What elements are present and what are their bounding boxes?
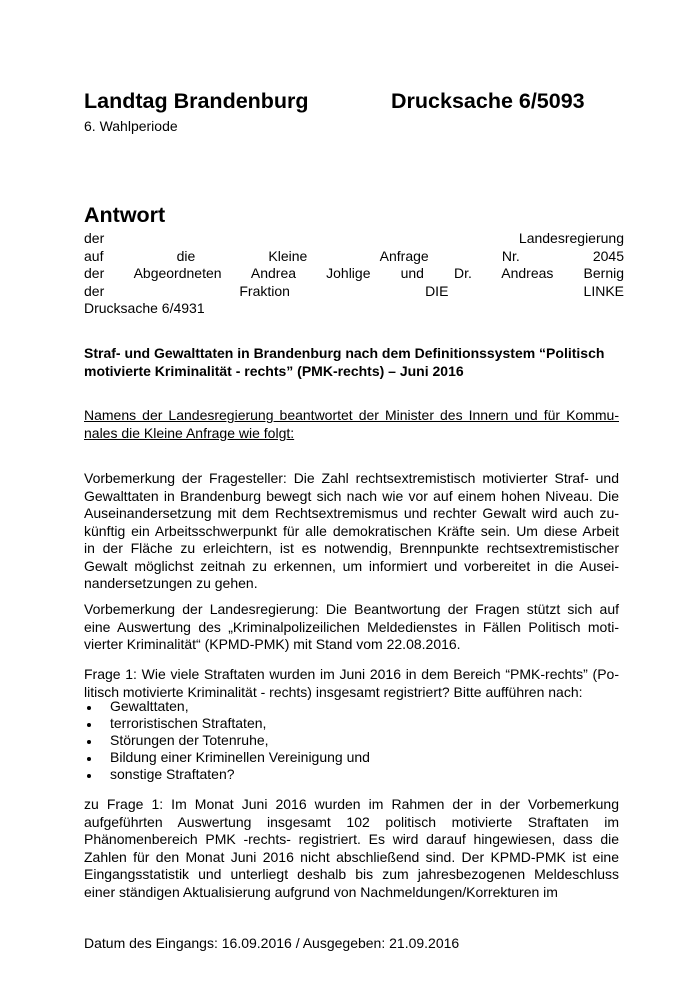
- answer-1: [84, 796, 619, 901]
- paragraph-line: Gewalttaten in Brandenburg bewegt sich nach wie vor auf einem hohen Niveau. Die: [84, 487, 619, 504]
- vorbemerkung-fragesteller: [84, 470, 619, 593]
- paragraph-line: Auseinandersetzung mit dem Rechtsextremismus und rechter Gewalt wird auch zu-: [84, 505, 619, 521]
- question-line: Frage 1: Wie viele Straftaten wurden im Juni 2016 in dem Bereich “PMK-rechts” (Po-: [84, 666, 619, 682]
- paragraph-line: Eingangsstatistik und unterliegt deshalb bis zum jahresbezogenen Meldeschluss: [84, 866, 619, 882]
- question-1: [84, 666, 619, 701]
- paragraph-line: künftig ein Arbeitsschwerpunkt für alle demokratischen Kräfte sein. Um diese Arbeit: [84, 522, 619, 539]
- bullet-text: Gewalttaten,: [110, 698, 189, 714]
- bullet-icon: [87, 740, 91, 744]
- paragraph-line: zu Frage 1: Im Monat Juni 2016 wurden im Rahmen der in der Vorbemerkung: [84, 796, 619, 812]
- bullet-icon: [87, 774, 91, 778]
- subject-line: Straf- und Gewalttaten in Brandenburg nach dem Definitionssystem “Politisch: [84, 345, 605, 361]
- bullet-text: Störungen der Totenruhe,: [110, 732, 269, 748]
- answer-line: der Fraktion DIE LINKE: [84, 282, 624, 299]
- paragraph-line: Gewalt möglichst zeitnah zu erkennen, um informiert und vorbereitet in die Ausei-: [84, 557, 619, 574]
- header-left-title: Landtag Brandenburg: [84, 89, 309, 113]
- bullet-item: [84, 698, 619, 715]
- subject-line: motivierte Kriminalität - rechts” (PMK-rechts) – Juni 2016: [84, 363, 464, 379]
- paragraph-line: nandersetzungen zu gehen.: [84, 575, 258, 591]
- header-wahlperiode: 6. Wahlperiode: [84, 118, 178, 134]
- bullet-icon: [87, 757, 91, 761]
- bullet-item: [84, 766, 619, 783]
- paragraph-line: Vorbemerkung der Fragesteller: Die Zahl rechtsextremistisch motivierter Straf- und: [84, 470, 619, 486]
- bullet-icon: [87, 706, 91, 710]
- question-1-bullet-list: [84, 698, 619, 783]
- bullet-text: sonstige Straftaten?: [110, 766, 235, 782]
- paragraph-line: Phänomenbereich PMK -rechts- registriert. Es wird darauf hingewiesen, dass die: [84, 831, 619, 847]
- bullet-item: [84, 715, 619, 732]
- subject-title: [84, 344, 624, 380]
- bullet-text: terroristischen Straftaten,: [110, 715, 267, 731]
- intro-statement: [84, 407, 619, 442]
- paragraph-line: einer ständigen Aktualisierung aufgrund von Nachmeldungen/Korrekturen im: [84, 883, 558, 900]
- answer-heading: Antwort: [84, 203, 166, 227]
- paragraph-line: aufgeführten Auswertung insgesamt 102 politisch motivierte Straftaten im: [84, 813, 619, 830]
- bullet-text: Bildung einer Kriminellen Vereinigung und: [110, 749, 370, 765]
- answer-line: Drucksache 6/4931: [84, 300, 205, 316]
- header-drucksache-number: Drucksache 6/5093: [391, 89, 585, 113]
- answer-line: der Abgeordneten Andrea Johlige und Dr. Andreas Bernig: [84, 265, 624, 281]
- answer-line: auf die Kleine Anfrage Nr. 2045: [84, 247, 624, 264]
- answer-addressee-block: [84, 230, 624, 318]
- intro-line: nales die Kleine Anfrage wie folgt:: [84, 424, 295, 441]
- paragraph-line: vierter Kriminalität“ (KPMD-PMK) mit Stand vom 22.08.2016.: [84, 636, 461, 652]
- paragraph-line: Vorbemerkung der Landesregierung: Die Beantwortung der Fragen stützt sich auf: [84, 601, 619, 617]
- paragraph-line: in der Fläche zu erleichtern, ist es notwendig, Brennpunkte rechtsextremistischer: [84, 540, 619, 556]
- answer-line: der Landesregierung: [84, 230, 624, 246]
- bullet-item: [84, 732, 619, 749]
- paragraph-line: Zahlen für den Monat Juni 2016 nicht abschließend sind. Der KPMD-PMK ist eine: [84, 848, 619, 865]
- bullet-icon: [87, 723, 91, 727]
- intro-line: Namens der Landesregierung beantwortet der Minister des Innern und für Kommu-: [84, 407, 619, 423]
- footer-dates: Datum des Eingangs: 16.09.2016 / Ausgegeben: 21.09.2016: [84, 935, 460, 951]
- vorbemerkung-landesregierung: [84, 601, 619, 654]
- paragraph-line: eine Auswertung des „Kriminalpolizeilichen Meldedienstes in Fällen Politisch moti-: [84, 618, 619, 635]
- bullet-item: [84, 749, 619, 766]
- question-line: litisch motivierte Kriminalität - rechts) insgesamt registriert? Bitte aufführen nach:: [84, 683, 583, 700]
